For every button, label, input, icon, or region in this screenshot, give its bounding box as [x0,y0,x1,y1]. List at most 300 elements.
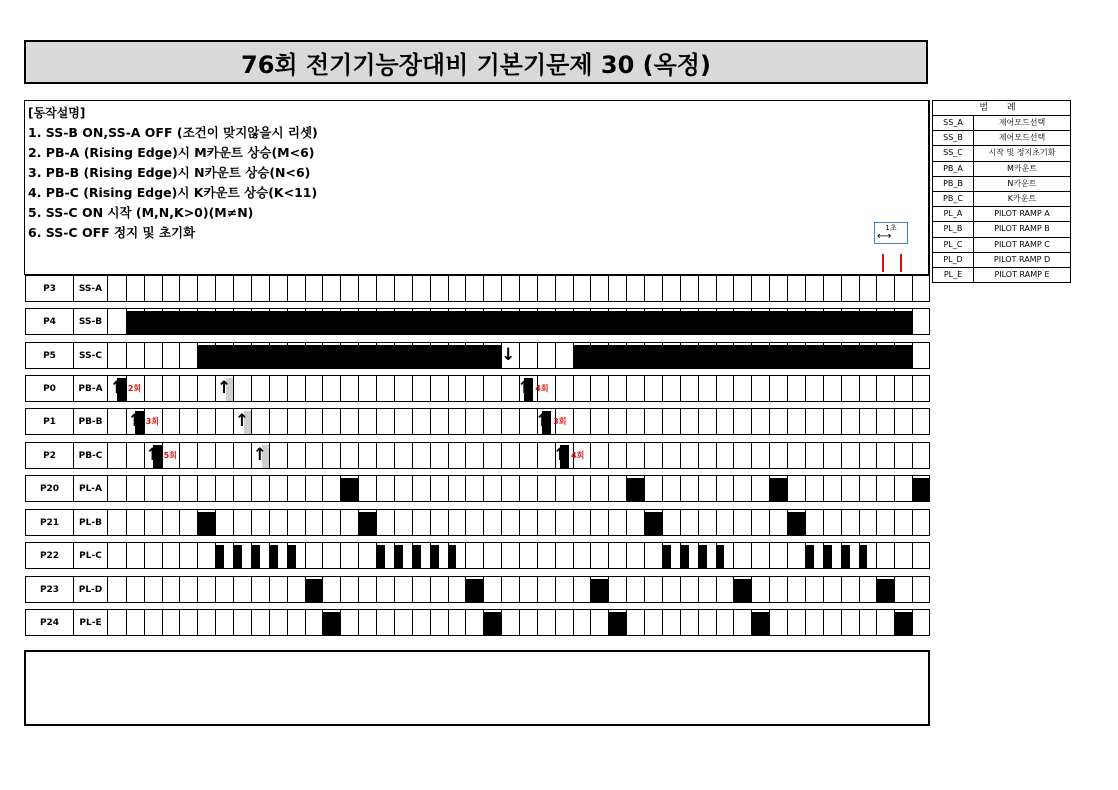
grid-line [501,543,502,568]
grid-line [519,276,520,301]
grid-line [322,577,323,602]
grid-line [698,476,699,501]
rising-edge-arrow-icon: ↑ [217,378,232,398]
signal-grid [108,609,930,636]
timing-row-pl-d [24,576,930,603]
grid-line [733,409,734,434]
signal-label: PL-B [73,509,108,536]
legend-value: N카운트 [1007,178,1037,188]
grid-line [662,610,663,635]
timing-row-pl-a [24,475,930,502]
grid-line [197,276,198,301]
grid-line [501,409,502,434]
grid-line [929,376,930,401]
legend-row [933,177,1070,192]
grid-line [233,443,234,468]
grid-line [733,443,734,468]
grid-line [608,476,609,501]
signal-grid [108,375,930,402]
signal-grid [108,308,930,335]
grid-line [358,543,359,568]
grid-line [841,610,842,635]
signal-high-pulse [358,512,376,535]
legend-key: SS_A [933,116,974,130]
legend-key: SS_C [933,146,974,160]
port-label: P21 [25,509,73,536]
signal-grid [108,342,930,369]
grid-line [698,510,699,535]
grid-line [769,443,770,468]
grid-line [162,343,163,368]
grid-line [448,510,449,535]
grid-line [322,443,323,468]
grid-line [251,276,252,301]
grid-line [358,610,359,635]
grid-line [876,376,877,401]
grid-line [698,376,699,401]
timing-row-pl-b [24,509,930,536]
grid-line [126,543,127,568]
grid-line [573,409,574,434]
grid-line [644,276,645,301]
grid-line [823,610,824,635]
grid-line [251,510,252,535]
grid-line [305,276,306,301]
signal-grid [108,576,930,603]
grid-line [144,276,145,301]
grid-line [215,510,216,535]
grid-line [465,510,466,535]
grid-line [929,510,930,535]
grid-line [644,443,645,468]
grid-line [590,276,591,301]
grid-line [358,409,359,434]
signal-high-pulse [912,478,930,501]
grid-line [287,409,288,434]
grid-line [251,409,252,434]
grid-line [876,610,877,635]
legend-row [933,146,1070,161]
grid-line [823,443,824,468]
grid-line [929,309,930,334]
grid-line [823,476,824,501]
grid-line [733,376,734,401]
port-label: P0 [25,375,73,402]
grid-line [912,543,913,568]
grid-line [555,376,556,401]
signal-high-pulse [215,545,224,568]
grid-line [269,577,270,602]
grid-line [626,577,627,602]
grid-line [394,610,395,635]
grid-line [287,510,288,535]
signal-high-pulse [340,478,358,501]
grid-line [519,476,520,501]
grid-line [340,443,341,468]
legend-value: 제어모드선택 [998,133,1046,143]
grid-line [233,510,234,535]
legend-row [933,238,1070,253]
grid-line [859,276,860,301]
grid-line [162,409,163,434]
grid-line [894,276,895,301]
grid-line [894,476,895,501]
grid-line [805,476,806,501]
grid-line [716,276,717,301]
grid-line [465,476,466,501]
grid-line [716,409,717,434]
grid-line [769,276,770,301]
press-count-label: 4회 [535,384,549,393]
grid-line [376,510,377,535]
grid-line [929,610,930,635]
grid-line [698,610,699,635]
grid-line [769,376,770,401]
legend-key: SS_B [933,131,974,145]
grid-line [126,577,127,602]
grid-line [841,276,842,301]
grid-line [608,376,609,401]
grid-line [751,376,752,401]
grid-line [733,476,734,501]
grid-line [608,510,609,535]
grid-line [483,443,484,468]
grid-line [894,443,895,468]
grid-line [894,577,895,602]
grid-line [519,610,520,635]
grid-line [179,343,180,368]
grid-line [823,376,824,401]
grid-line [358,276,359,301]
press-count-label: 3회 [553,417,567,426]
signal-high-pulse [644,512,662,535]
grid-line [626,543,627,568]
grid-line [394,409,395,434]
description-line-5: 5. SS-C ON 시작 (M,N,K>0)(M≠N) [28,205,254,220]
rising-edge-arrow-icon: ↑ [109,378,125,398]
grid-line [716,476,717,501]
grid-line [787,443,788,468]
grid-line [555,577,556,602]
grid-line [573,577,574,602]
grid-line [483,577,484,602]
grid-line [894,510,895,535]
legend-heading: 범 례 [933,101,1070,116]
grid-line [716,376,717,401]
press-count-label: 4회 [571,451,585,460]
grid-line [859,443,860,468]
grid-line [537,276,538,301]
signal-high-pulse [448,545,457,568]
grid-line [448,376,449,401]
grid-line [929,409,930,434]
port-label: P20 [25,475,73,502]
grid-line [412,510,413,535]
grid-line [376,276,377,301]
grid-line [179,577,180,602]
signal-label: PB-A [73,375,108,402]
grid-line [394,510,395,535]
grid-line [751,476,752,501]
grid-line [590,543,591,568]
signal-high-pulse [590,579,608,602]
grid-line [555,610,556,635]
grid-line [126,376,127,401]
grid-line [358,577,359,602]
legend-row [933,207,1070,222]
grid-line [394,443,395,468]
grid-line [912,376,913,401]
grid-line [448,443,449,468]
grid-line [573,610,574,635]
grid-line [680,476,681,501]
grid-line [394,376,395,401]
timing-row-ss-a [24,275,930,302]
grid-line [376,610,377,635]
grid-line [376,409,377,434]
grid-line [912,577,913,602]
legend-key: PB_C [933,192,974,206]
timing-row-ss-c [24,342,930,369]
grid-line [716,510,717,535]
grid-line [555,543,556,568]
grid-line [269,376,270,401]
grid-line [555,476,556,501]
signal-high-pulse [305,579,323,602]
signal-high-pulse [251,545,260,568]
grid-line [537,510,538,535]
grid-line [644,577,645,602]
grid-line [448,409,449,434]
grid-line [787,409,788,434]
port-label: P1 [25,408,73,435]
rising-edge-arrow-icon: ↑ [252,445,267,465]
grid-line [841,409,842,434]
grid-line [787,476,788,501]
grid-line [787,577,788,602]
rising-edge-arrow-icon: ↑ [145,445,160,465]
grid-line [144,543,145,568]
grid-line [126,343,127,368]
timing-row-pl-c [24,542,930,569]
grid-line [430,443,431,468]
grid-line [662,577,663,602]
legend-row [933,116,1070,131]
grid-line [483,276,484,301]
grid-line [179,543,180,568]
grid-line [197,376,198,401]
grid-line [519,577,520,602]
signal-label: PB-B [73,408,108,435]
grid-line [787,276,788,301]
grid-line [841,476,842,501]
grid-line [305,510,306,535]
grid-line [162,476,163,501]
grid-line [573,276,574,301]
grid-line [929,577,930,602]
legend-row [933,162,1070,177]
grid-line [590,610,591,635]
description-line-2: 2. PB-A (Rising Edge)시 M카운트 상승(M<6) [28,145,315,160]
grid-line [412,610,413,635]
grid-line [448,577,449,602]
grid-line [126,510,127,535]
grid-line [590,409,591,434]
grid-line [501,376,502,401]
grid-line [340,610,341,635]
grid-line [787,610,788,635]
grid-line [698,409,699,434]
grid-line [412,376,413,401]
grid-line [823,276,824,301]
grid-line [519,543,520,568]
time-scale-text: 1초 [885,224,897,232]
legend-value: PILOT RAMP A [994,209,1050,219]
grid-line [197,476,198,501]
grid-line [537,476,538,501]
grid-line [233,610,234,635]
press-count-label: 5회 [163,451,177,460]
grid-line [179,443,180,468]
grid-line [179,376,180,401]
grid-line [751,510,752,535]
signal-high-pulse [680,545,689,568]
grid-line [805,510,806,535]
grid-line [358,476,359,501]
description-heading: [동작설명] [28,106,86,120]
signal-high-pulse [376,545,385,568]
grid-line [126,476,127,501]
grid-line [573,476,574,501]
legend-value: PILOT RAMP D [993,254,1051,264]
grid-line [733,543,734,568]
signal-high-pulse [662,545,671,568]
signal-high-pulse [269,545,278,568]
signal-grid [108,542,930,569]
grid-line [644,409,645,434]
grid-line [412,443,413,468]
description-line-4: 4. PB-C (Rising Edge)시 K카운트 상승(K<11) [28,185,318,200]
grid-line [805,409,806,434]
grid-line [305,409,306,434]
grid-line [376,476,377,501]
grid-line [412,577,413,602]
grid-line [912,443,913,468]
grid-line [483,510,484,535]
grid-line [876,476,877,501]
grid-line [197,610,198,635]
grid-line [179,409,180,434]
grid-line [305,610,306,635]
port-label: P2 [25,442,73,469]
signal-high-pulse [412,545,421,568]
grid-line [483,476,484,501]
timing-row-pl-e [24,609,930,636]
description-panel [24,100,930,275]
grid-line [340,510,341,535]
grid-line [644,376,645,401]
grid-line [912,343,913,368]
grid-line [805,443,806,468]
grid-line [590,510,591,535]
grid-line [716,443,717,468]
grid-line [287,610,288,635]
grid-line [197,409,198,434]
grid-line [929,343,930,368]
grid-line [841,577,842,602]
grid-line [465,443,466,468]
grid-line [608,577,609,602]
grid-line [144,409,145,434]
grid-line [912,510,913,535]
grid-line [841,376,842,401]
press-count-label: 2회 [127,384,142,393]
grid-line [287,577,288,602]
grid-line [483,543,484,568]
grid-line [912,309,913,334]
grid-line [733,610,734,635]
grid-line [537,577,538,602]
signal-high-pulse [859,545,868,568]
grid-line [608,276,609,301]
grid-line [859,577,860,602]
grid-line [394,577,395,602]
grid-line [162,510,163,535]
description-line-6: 6. SS-C OFF 정지 및 초기화 [28,225,196,240]
grid-line [179,276,180,301]
legend-value: K카운트 [1007,193,1037,203]
legend-table [932,100,1071,283]
grid-line [269,409,270,434]
grid-line [841,443,842,468]
grid-line [698,577,699,602]
grid-line [912,276,913,301]
grid-line [287,276,288,301]
signal-label: SS-C [73,342,108,369]
grid-line [215,276,216,301]
grid-line [751,443,752,468]
grid-line [197,577,198,602]
signal-high-pulse [787,512,805,535]
signal-high-pulse [608,612,626,635]
legend-key: PL_D [933,253,974,267]
grid-line [769,409,770,434]
grid-line [859,409,860,434]
grid-line [876,276,877,301]
grid-line [662,510,663,535]
grid-line [465,543,466,568]
double-arrow-icon: ⟷ [877,231,892,242]
grid-line [322,376,323,401]
grid-line [251,376,252,401]
port-label: P3 [25,275,73,302]
legend-row [933,268,1070,282]
grid-line [519,343,520,368]
signal-grid [108,275,930,302]
grid-line [929,276,930,301]
grid-line [269,443,270,468]
grid-line [305,443,306,468]
legend-value: PILOT RAMP C [994,239,1050,249]
grid-line [233,376,234,401]
timing-row-pb-c [24,442,930,469]
signal-high-pulse [126,311,912,334]
grid-line [162,443,163,468]
grid-line [215,577,216,602]
grid-line [215,443,216,468]
signal-grid [108,475,930,502]
grid-line [162,543,163,568]
